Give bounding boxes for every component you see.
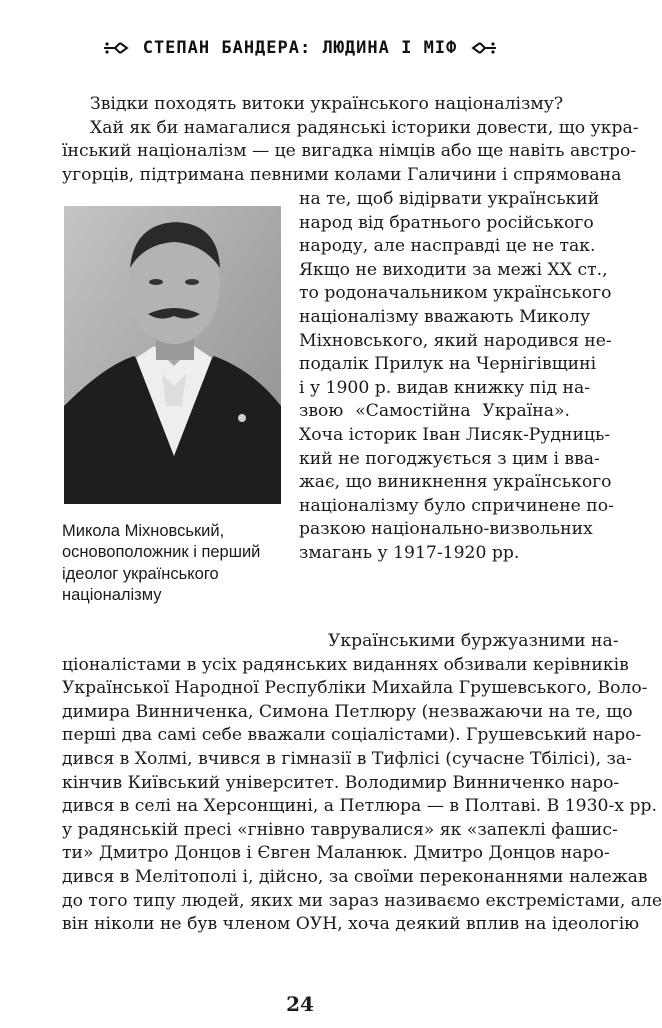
text-line: націоналізму було спричинене по-: [299, 495, 614, 516]
caption-line: ідеолог українського: [62, 564, 219, 583]
text-line: народ від братнього російського: [299, 212, 594, 233]
running-header: [0, 36, 600, 60]
text-line: змагань у 1917-1920 рр.: [299, 542, 520, 563]
text-line: він ніколи не був членом ОУН, хоча деякий вплив на ідеологію: [62, 914, 640, 935]
paragraph-bottom: [62, 630, 662, 937]
text-line: подалік Прилук на Чернігівщині: [299, 354, 597, 375]
text-line: жає, що виникнення українського: [299, 472, 612, 493]
text-line: дився в селі на Херсонщині, а Петлюра — в Полтаві. В 1930-х рр.: [62, 796, 657, 817]
text-line: угорців, підтримана певними колами Галичини і спрямована: [62, 164, 622, 185]
text-line: то родоначальником українського: [299, 283, 612, 304]
text-line: їнський націоналізм — це вигадка німців або ще навіть австро-: [62, 141, 637, 162]
caption-line: Микола Міхновський,: [62, 522, 225, 540]
text-line: Хоча історик Іван Лисяк-Рудниць-: [299, 424, 611, 445]
text-line: дився в Холмі, вчився в гімназії в Тифлісі (сучасне Тбілісі), за-: [62, 748, 632, 769]
text-line: Українськими буржуазними на-: [328, 631, 619, 651]
caption-line: націоналізму: [62, 586, 162, 605]
text-line: Хай як би намагалися радянські історики довести, що укра-: [90, 117, 639, 138]
caption-line: основоположник і перший: [62, 543, 261, 562]
text-line: Української Народної Республіки Михайла Грушевського, Воло-: [62, 678, 648, 699]
portrait-image: [64, 206, 281, 504]
paragraph-right-column: [299, 188, 614, 566]
paragraph-top: [62, 93, 639, 187]
text-line: димира Винниченка, Симона Петлюру (незважаючи на те, що: [62, 701, 633, 722]
text-line: ти» Дмитро Донцов і Євген Маланюк. Дмитро Донцов наро-: [62, 843, 610, 864]
text-line: Якщо не виходити за межі XX ст.,: [299, 259, 608, 280]
text-line: у радянській пресі «гнівно таврувалися» як «запеклі фашис-: [62, 819, 618, 840]
text-line: перші два самі себе вважали соціалістами). Грушевський наро-: [62, 725, 642, 746]
text-line: націоналізму вважають Миколу: [299, 306, 591, 327]
text-line: дився в Мелітополі і, дійсно, за своїми переконаннями належав: [62, 866, 648, 887]
text-line: кінчив Київський університет. Володимир Винниченко наро-: [62, 772, 620, 793]
text-line: разкою національно-визвольних: [299, 519, 593, 540]
book-title: СТЕПАН БАНДЕРА: ЛЮДИНА І МІФ: [142, 38, 458, 58]
text-line: до того типу людей, яких ми зараз називаємо екстремістами, але: [62, 890, 662, 911]
text-line: Звідки походять витоки українського націоналізму?: [90, 94, 564, 114]
text-line: Міхновського, який народився не-: [299, 330, 612, 351]
text-line: на те, щоб відірвати український: [299, 189, 600, 209]
text-line: ціоналістами в усіх радянських виданнях обзивали керівників: [62, 654, 629, 675]
text-line: кий не погоджується з цим і вва-: [299, 448, 600, 469]
page-number: 24: [286, 992, 314, 1016]
text-line: народу, але насправді це не так.: [299, 236, 596, 257]
photo-caption: [62, 521, 287, 607]
portrait-photo: [64, 206, 281, 504]
text-line: звою «Самостійна Україна».: [299, 401, 570, 422]
text-line: і у 1900 р. видав книжку під на-: [299, 377, 591, 398]
ornament-icon: [471, 40, 497, 56]
ornament-icon: [103, 40, 129, 56]
